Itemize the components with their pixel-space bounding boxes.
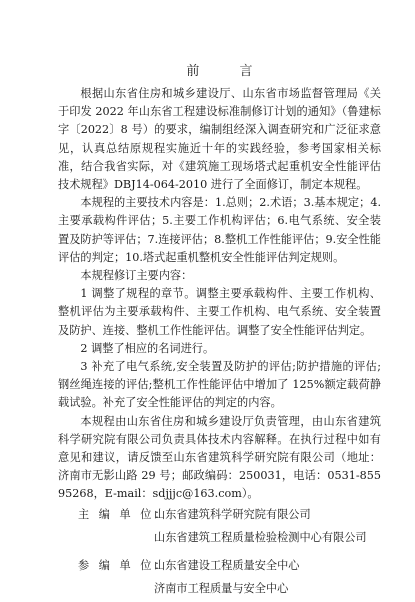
participant-label: 参 编 单 位： (78, 559, 169, 573)
organizations (58, 506, 381, 599)
participant-units (58, 557, 381, 598)
paragraph-revision-item-2: 2 调整了相应的名词进行。 (80, 341, 215, 355)
page-title: 前 言 (186, 64, 271, 79)
chief-editor-label: 主 编 单 位： (78, 507, 169, 521)
chief-editor-unit: 山东省建筑工程质量检验检测中心有限公司 (154, 530, 367, 544)
paragraph-revision-item-3: 3 补充了电气系统,安全装置及防护的评估;防护措施的评估;钢丝绳连接的评估;整机工作性能评估中增加了 125%额定载荷静载试验。补充了安全性能评估的判定的内容。 (58, 360, 381, 410)
participant-unit: 山东省建设工程质量安全中心 (154, 559, 300, 573)
participant-list (154, 557, 381, 598)
chief-editor-list (154, 506, 381, 547)
preface-body (58, 85, 381, 504)
paragraph-background: 根据山东省住房和城乡建设厅、山东省市场监督管理局《关于印发 2022 年山东省工程建设标准制修订计划的通知》（鲁建标字〔2022〕8 号）的要求，编制组经深入调查研究和广泛征求意见，认真总结原规程实施近十年的实践经验，参考国家相关标准，结合我省实际，对《建筑施工现场塔式起重机安全性能评估技术规程》DBJ14-064-2010 进行了全面修订，制定本规程。 (58, 87, 381, 192)
chief-editor-units (58, 506, 381, 547)
paragraph-revision-item-1: 1 调整了规程的章节。调整主要承载构件、主要工作机构、整机评估为主要承载构件、主要工作机构、电气系统、安全装置及防护、连接、整机工作性能评估。调整了安全性能评估判定。 (58, 287, 381, 337)
paragraph-management: 本规程由山东省住房和城乡建设厅负责管理，由山东省建筑科学研究院有限公司负责具体技术内容解释。在执行过程中如有意见和建议，请反馈至山东省建筑科学研究院有限公司（地址：济南市无影山路 29 号；邮政编码：250031，电话：0531-85595268，E-mail：sdjjjc@163.com）。 (58, 414, 381, 501)
chief-editor-unit: 山东省建筑科学研究院有限公司 (154, 507, 311, 521)
paragraph-revision-heading: 本规程修订主要内容： (80, 269, 193, 283)
participant-unit: 济南市工程质量与安全中心 (154, 582, 289, 596)
paragraph-main-content: 本规程的主要技术内容是：1.总则；2.术语；3.基本规定；4.主要承载构件评估；5.主要工作机构评估；6.电气系统、安全装置及防护等评估；7.连接评估；8.整机工作性能评估；9.安全性能评估的判定；10.塔式起重机整机安全性能评估判定规则。 (58, 196, 381, 264)
